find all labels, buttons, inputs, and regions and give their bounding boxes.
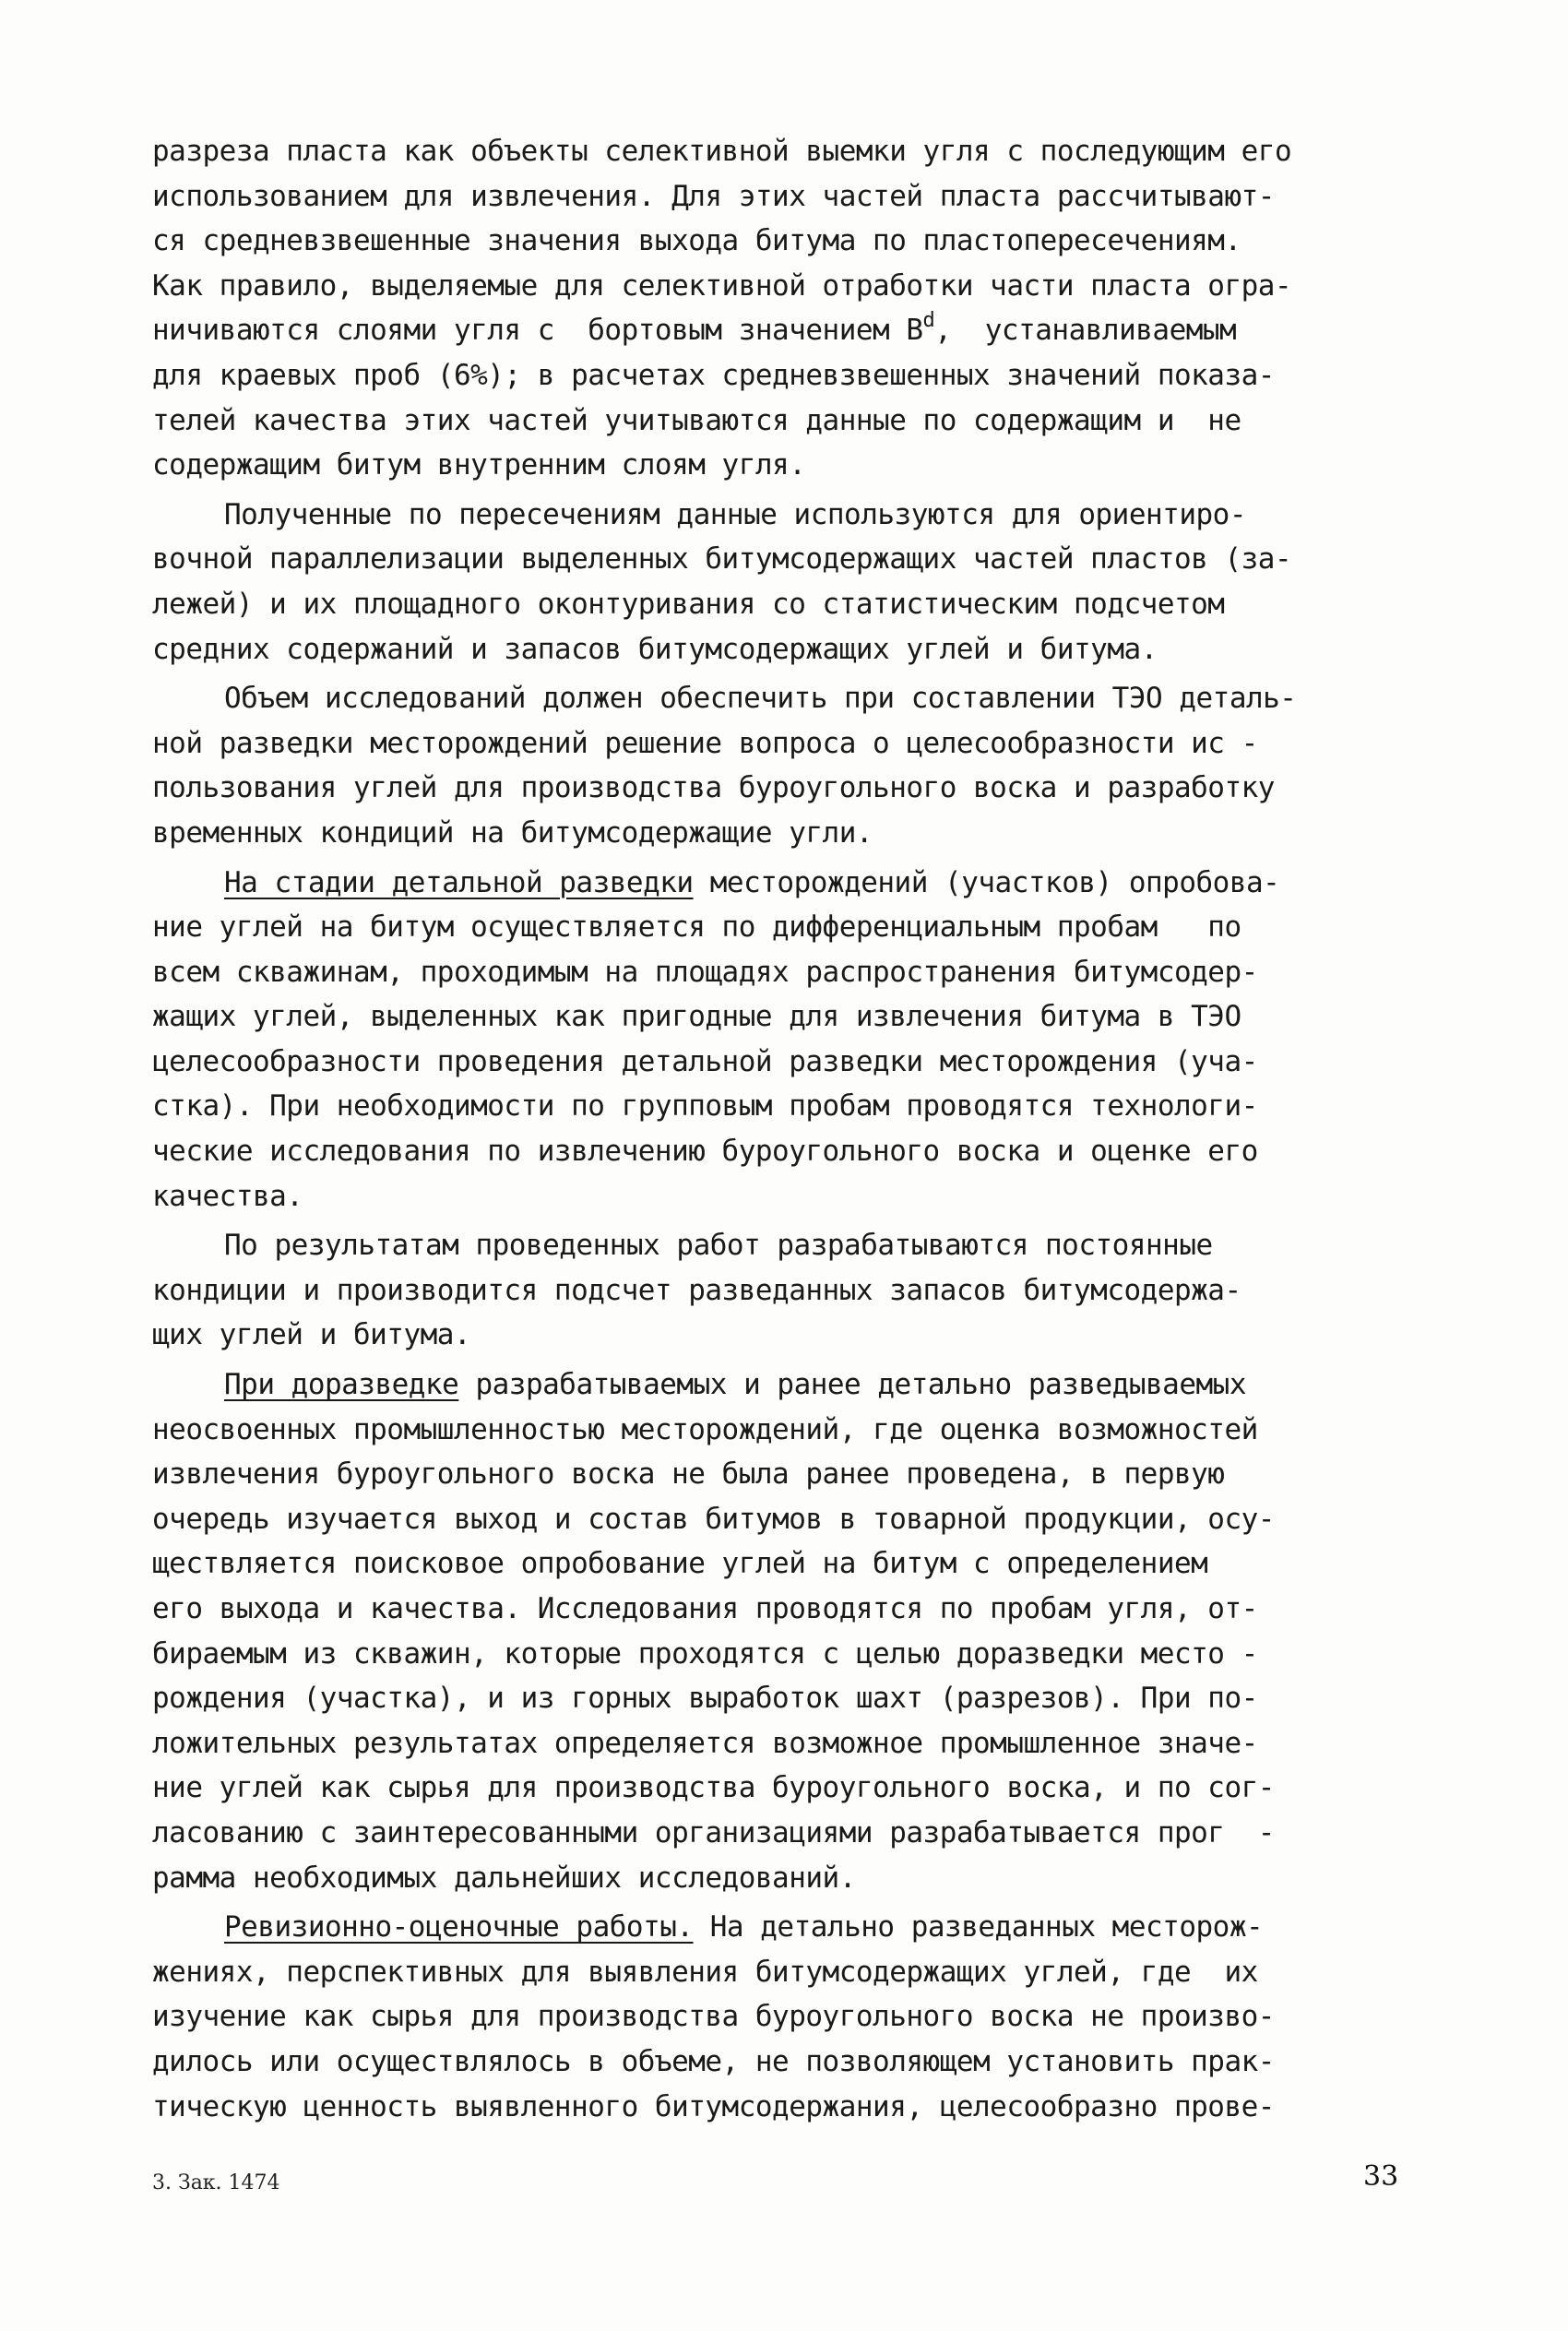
- text-line: [152, 1174, 1425, 1219]
- line-text: дилось или осуществлялось в объеме, не позволяющем установить прак-: [152, 2044, 1275, 2078]
- text-line: [152, 1313, 1425, 1358]
- text-line: [152, 627, 1425, 672]
- text-line: [152, 861, 1425, 906]
- text-line: [152, 994, 1425, 1040]
- text-line: [152, 1408, 1425, 1453]
- text-line: [152, 1452, 1425, 1497]
- line-text: изучение как сырья для производства буроугольного воска не произво-: [152, 2000, 1275, 2034]
- text-line: [152, 1587, 1425, 1632]
- line-text: ческие исследования по извлечению буроугольного воска и оценке его: [152, 1135, 1258, 1169]
- line-text: очередь изучается выход и состав битумов в товарной продукции, осу-: [152, 1502, 1275, 1536]
- print-order-note: 3. Зак. 1474: [152, 2171, 280, 2194]
- superscript: d: [922, 309, 935, 333]
- line-text: разреза пласта как объекты селективной выемки угля с последующим его: [152, 135, 1292, 168]
- line-text: месторождений (участков) опробова-: [693, 865, 1280, 899]
- text-line: [152, 493, 1425, 538]
- line-text: ществляется поисковое опробование углей на битум с определением: [152, 1547, 1208, 1581]
- text-line: [152, 582, 1425, 627]
- line-text: рамма необходимых дальнейших исследований.: [152, 1861, 856, 1895]
- line-text: использованием для извлечения. Для этих частей пласта рассчитывают-: [152, 179, 1275, 213]
- text-line: [152, 1632, 1425, 1677]
- section-heading: На стадии детальной разведки: [224, 865, 694, 899]
- text-line: [152, 721, 1425, 767]
- text-line: [152, 1040, 1425, 1085]
- text-line: [152, 398, 1425, 444]
- text-line: [152, 1811, 1425, 1856]
- paragraph: [152, 861, 1425, 1219]
- line-text: кондиции и производится подсчет разведанных запасов битумсодержа-: [152, 1273, 1241, 1307]
- text-line: [152, 2040, 1425, 2085]
- paragraph: [152, 1905, 1425, 2129]
- text-line: [152, 308, 1425, 353]
- line-text: телей качества этих частей учитываются данные по содержащим и не: [152, 403, 1241, 437]
- text-line: [152, 1676, 1425, 1721]
- line-text: рождения (участка), и из горных выработок шахт (разрезов). При по-: [152, 1682, 1258, 1716]
- line-text: Полученные по пересечениям данные используются для ориентиро-: [224, 497, 1246, 531]
- line-text: бираемым из скважин, которые проходятся с целью доразведки место -: [152, 1636, 1258, 1671]
- text-line: [152, 1950, 1425, 1995]
- section-heading: Ревизионно-оценочные работы.: [224, 1910, 694, 1944]
- line-text: жащих углей, выделенных как пригодные для извлечения битума в ТЭО: [152, 1000, 1241, 1034]
- line-text: ложительных результатах определяется возможное промышленное значе-: [152, 1726, 1258, 1760]
- text-line: [152, 1541, 1425, 1587]
- line-text: неосвоенных промышленностью месторождений, где оценка возможностей: [152, 1412, 1258, 1446]
- line-text: ся средневзвешенные значения выхода битума по пластопересечениям.: [152, 224, 1241, 258]
- line-text: ние углей на битум осуществляется по дифференциальным пробам по: [152, 910, 1241, 945]
- line-text: щих углей и битума.: [152, 1318, 471, 1352]
- text-line: [152, 1905, 1425, 1950]
- paragraph: [152, 129, 1425, 488]
- line-text: разрабатываемых и ранее детально разведываемых: [458, 1368, 1246, 1402]
- text-line: [152, 1084, 1425, 1129]
- text-line: [152, 1223, 1425, 1268]
- text-line: [152, 1721, 1425, 1766]
- text-line: [152, 1856, 1425, 1901]
- line-text: для краевых проб (6%); в расчетах средневзвешенных значений показа-: [152, 358, 1275, 392]
- line-text: стка). При необходимости по групповым пробам проводятся технологи-: [152, 1089, 1258, 1124]
- text-line: [152, 1268, 1425, 1314]
- text-line: [152, 1362, 1425, 1408]
- paragraph: [152, 493, 1425, 672]
- paragraph: [152, 1362, 1425, 1900]
- section-heading: При доразведке: [224, 1368, 459, 1402]
- line-text: целесообразности проведения детальной разведки месторождения (уча-: [152, 1044, 1258, 1078]
- body-text: [152, 129, 1425, 2129]
- text-line: [152, 129, 1425, 174]
- line-text: средних содержаний и запасов битумсодержащих углей и битума.: [152, 632, 1158, 666]
- text-line: [152, 950, 1425, 995]
- line-text: лежей) и их площадного оконтуривания со статистическим подсчетом: [152, 587, 1225, 621]
- text-line: [152, 766, 1425, 811]
- line-text: ласованию с заинтересованными организациями разрабатывается прог -: [152, 1815, 1275, 1849]
- line-text: ной разведки месторождений решение вопроса о целесообразности ис -: [152, 726, 1258, 760]
- line-text: его выхода и качества. Исследования проводятся по пробам угля, от-: [152, 1592, 1258, 1625]
- line-text: пользования углей для производства буроугольного воска и разработку: [152, 771, 1275, 805]
- text-line: [152, 443, 1425, 488]
- line-text: ничиваются слоями угля с бортовым значением B: [152, 314, 923, 348]
- line-text: По результатам проведенных работ разрабатываются постоянные: [224, 1229, 1213, 1263]
- text-line: [152, 2085, 1425, 2130]
- line-text: Объем исследований должен обеспечить при составлении ТЭО деталь-: [224, 682, 1297, 716]
- line-text: извлечения буроугольного воска не была ранее проведена, в первую: [152, 1457, 1225, 1492]
- line-text: Как правило, выделяемые для селективной отработки части пласта огра-: [152, 268, 1292, 303]
- line-text: На детально разведанных месторож-: [693, 1910, 1264, 1944]
- line-text: тическую ценность выявленного битумсодержания, целесообразно прове-: [152, 2089, 1275, 2123]
- text-line: [152, 537, 1425, 582]
- text-line: [152, 1766, 1425, 1811]
- line-text: содержащим битум внутренним слоям угля.: [152, 448, 806, 482]
- page-number: 33: [1363, 2160, 1399, 2193]
- text-line: [152, 676, 1425, 721]
- line-text: ние углей как сырья для производства буроугольного воска, и по сог-: [152, 1771, 1275, 1805]
- text-line: [152, 811, 1425, 856]
- text-line: [152, 1129, 1425, 1174]
- text-line: [152, 219, 1425, 264]
- paragraph: [152, 676, 1425, 855]
- text-line: [152, 905, 1425, 950]
- line-text: всем скважинам, проходимым на площадях распространения битумсодер-: [152, 955, 1258, 989]
- text-line: [152, 1994, 1425, 2040]
- text-line: [152, 353, 1425, 398]
- line-text: временных кондиций на битумсодержащие угли.: [152, 815, 873, 850]
- line-text: жениях, перспективных для выявления битумсодержащих углей, где их: [152, 1955, 1258, 1989]
- line-text: качества.: [152, 1179, 303, 1213]
- text-line: [152, 264, 1425, 309]
- text-line: [152, 1497, 1425, 1542]
- line-text-continued: , устанавливаемым: [934, 314, 1237, 348]
- paragraph: [152, 1223, 1425, 1358]
- text-line: [152, 174, 1425, 220]
- line-text: вочной параллелизации выделенных битумсодержащих частей пластов (за-: [152, 542, 1292, 577]
